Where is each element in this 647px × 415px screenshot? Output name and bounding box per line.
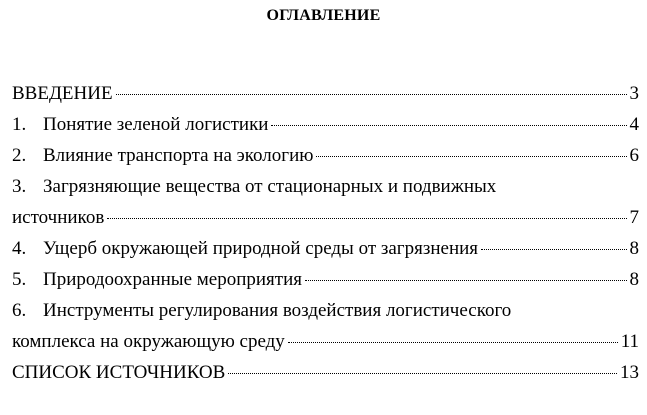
toc-entry-title: ВВЕДЕНИЕ bbox=[12, 83, 113, 104]
toc-entry-regulation-tools[interactable] bbox=[12, 295, 639, 357]
dot-leader bbox=[481, 249, 626, 250]
toc-page-number: 11 bbox=[620, 331, 639, 352]
toc-entry-pollutants[interactable] bbox=[12, 171, 639, 233]
dot-leader bbox=[107, 218, 626, 219]
toc-page-number: 13 bbox=[620, 362, 639, 383]
toc-entry-number: 4. bbox=[12, 238, 27, 259]
toc-entry-number: 3. bbox=[12, 176, 27, 197]
dot-leader bbox=[271, 125, 626, 126]
toc-entry-title-continued: источников bbox=[12, 207, 105, 228]
dot-leader bbox=[316, 156, 626, 157]
toc-entry-number: 5. bbox=[12, 269, 27, 290]
dot-leader bbox=[228, 373, 617, 374]
toc-entry-number: 6. bbox=[12, 300, 27, 321]
toc-entry-title: СПИСОК ИСТОЧНИКОВ bbox=[12, 362, 226, 383]
toc-title: ОГЛАВЛЕНИЕ bbox=[266, 7, 381, 24]
dot-leader bbox=[116, 94, 627, 95]
toc-entry-title-continued: комплекса на окружающую среду bbox=[12, 331, 285, 352]
dot-leader bbox=[305, 280, 627, 281]
toc-list bbox=[12, 78, 639, 388]
toc-page-number: 8 bbox=[629, 269, 639, 290]
toc-entry-title: Влияние транспорта на экологию bbox=[43, 145, 314, 166]
toc-entry-title: Загрязняющие вещества от стационарных и подвижных bbox=[43, 176, 497, 197]
toc-entry-conservation-measures[interactable] bbox=[12, 264, 639, 295]
toc-page-number: 4 bbox=[629, 114, 639, 135]
toc-entry-title: Природоохранные мероприятия bbox=[43, 269, 302, 290]
toc-entry-title: Инструменты регулирования воздействия логистического bbox=[43, 300, 512, 321]
toc-page-number: 7 bbox=[629, 207, 639, 228]
toc-entry-title: Ущерб окружающей природной среды от загрязнения bbox=[43, 238, 479, 259]
toc-entry-transport-ecology[interactable] bbox=[12, 140, 639, 171]
toc-entry-title: Понятие зеленой логистики bbox=[43, 114, 269, 135]
toc-entry-green-logistics[interactable] bbox=[12, 109, 639, 140]
toc-page-number: 3 bbox=[629, 83, 639, 104]
dot-leader bbox=[288, 342, 618, 343]
toc-entry-references[interactable] bbox=[12, 357, 639, 388]
toc-page-number: 8 bbox=[629, 238, 639, 259]
toc-entry-number: 2. bbox=[12, 145, 27, 166]
toc-entry-introduction[interactable] bbox=[12, 78, 639, 109]
toc-page-number: 6 bbox=[629, 145, 639, 166]
toc-entry-number: 1. bbox=[12, 114, 27, 135]
toc-entry-environmental-damage[interactable] bbox=[12, 233, 639, 264]
